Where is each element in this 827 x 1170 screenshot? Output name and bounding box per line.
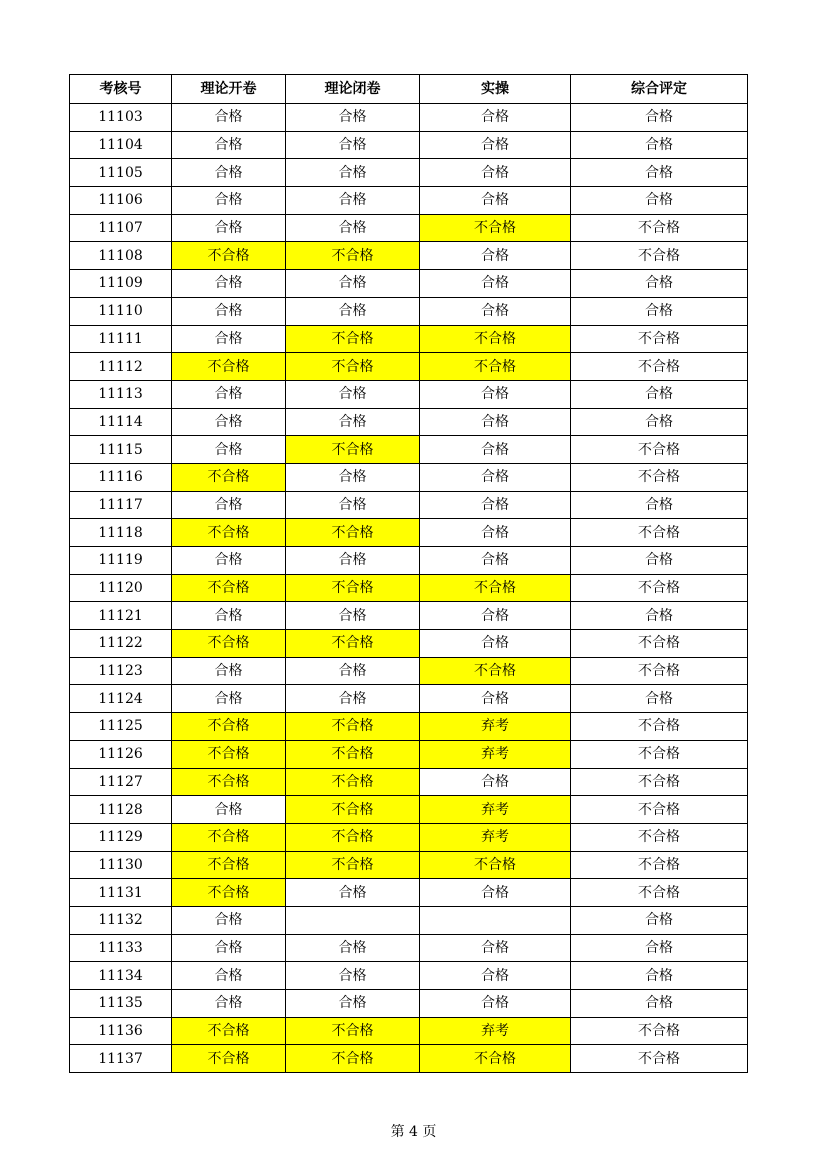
table-row: [70, 380, 748, 408]
cell-theory-open-book: 不合格: [172, 740, 286, 768]
cell-practical: 不合格: [420, 851, 571, 879]
cell-practical: 合格: [420, 159, 571, 187]
table-row: [70, 851, 748, 879]
cell-theory-closed-book: 合格: [286, 187, 420, 215]
table-row: [70, 491, 748, 519]
cell-exam-id: 11121: [70, 602, 172, 630]
cell-practical: 不合格: [420, 353, 571, 381]
cell-theory-open-book: 不合格: [172, 630, 286, 658]
cell-theory-open-book: 合格: [172, 962, 286, 990]
table-row: [70, 1045, 748, 1073]
cell-exam-id: 11129: [70, 823, 172, 851]
cell-theory-closed-book: 合格: [286, 657, 420, 685]
cell-theory-open-book: 不合格: [172, 768, 286, 796]
cell-overall-rating: 不合格: [571, 851, 748, 879]
cell-theory-closed-book: 合格: [286, 159, 420, 187]
table-row: [70, 214, 748, 242]
table-row: [70, 408, 748, 436]
cell-theory-closed-book: 不合格: [286, 630, 420, 658]
cell-theory-closed-book: 不合格: [286, 1045, 420, 1073]
cell-overall-rating: 合格: [571, 104, 748, 132]
cell-theory-open-book: 不合格: [172, 242, 286, 270]
cell-exam-id: 11127: [70, 768, 172, 796]
cell-exam-id: 11122: [70, 630, 172, 658]
cell-theory-open-book: 合格: [172, 657, 286, 685]
cell-theory-closed-book: 不合格: [286, 242, 420, 270]
cell-overall-rating: 合格: [571, 906, 748, 934]
cell-overall-rating: 不合格: [571, 353, 748, 381]
cell-overall-rating: 合格: [571, 934, 748, 962]
table-row: [70, 879, 748, 907]
cell-theory-open-book: 不合格: [172, 1045, 286, 1073]
cell-practical: 合格: [420, 934, 571, 962]
table-row: [70, 630, 748, 658]
cell-practical: 弃考: [420, 713, 571, 741]
cell-theory-closed-book: 不合格: [286, 823, 420, 851]
table-body: [70, 104, 748, 1073]
cell-practical: 弃考: [420, 823, 571, 851]
cell-exam-id: 11124: [70, 685, 172, 713]
cell-practical: 合格: [420, 491, 571, 519]
cell-exam-id: 11111: [70, 325, 172, 353]
table-row: [70, 796, 748, 824]
cell-practical: 合格: [420, 602, 571, 630]
cell-practical: 不合格: [420, 214, 571, 242]
table-row: [70, 574, 748, 602]
cell-theory-open-book: 不合格: [172, 713, 286, 741]
cell-overall-rating: 不合格: [571, 713, 748, 741]
cell-theory-closed-book: 合格: [286, 214, 420, 242]
table-row: [70, 519, 748, 547]
cell-practical: 合格: [420, 879, 571, 907]
cell-theory-closed-book: 合格: [286, 962, 420, 990]
table-row: [70, 685, 748, 713]
cell-theory-closed-book: 不合格: [286, 436, 420, 464]
cell-theory-open-book: 合格: [172, 906, 286, 934]
cell-overall-rating: 合格: [571, 270, 748, 298]
cell-overall-rating: 合格: [571, 990, 748, 1018]
cell-practical: 合格: [420, 685, 571, 713]
table-row: [70, 768, 748, 796]
table-row: [70, 325, 748, 353]
cell-theory-open-book: 合格: [172, 270, 286, 298]
cell-overall-rating: 不合格: [571, 325, 748, 353]
cell-theory-closed-book: 合格: [286, 491, 420, 519]
table-row: [70, 242, 748, 270]
cell-theory-open-book: 合格: [172, 685, 286, 713]
cell-practical: 不合格: [420, 657, 571, 685]
cell-exam-id: 11137: [70, 1045, 172, 1073]
cell-theory-closed-book: 合格: [286, 408, 420, 436]
cell-theory-closed-book: 合格: [286, 934, 420, 962]
cell-exam-id: 11106: [70, 187, 172, 215]
cell-theory-open-book: 不合格: [172, 463, 286, 491]
cell-exam-id: 11104: [70, 131, 172, 159]
cell-overall-rating: 合格: [571, 380, 748, 408]
cell-exam-id: 11103: [70, 104, 172, 132]
cell-overall-rating: 不合格: [571, 796, 748, 824]
cell-theory-open-book: 合格: [172, 187, 286, 215]
cell-overall-rating: 不合格: [571, 879, 748, 907]
cell-theory-open-book: 合格: [172, 491, 286, 519]
cell-overall-rating: 合格: [571, 602, 748, 630]
cell-theory-open-book: 不合格: [172, 823, 286, 851]
table-header-row: [70, 75, 748, 104]
cell-theory-open-book: 合格: [172, 934, 286, 962]
page-number: 第 4 页: [390, 1124, 437, 1140]
cell-exam-id: 11131: [70, 879, 172, 907]
cell-theory-open-book: 不合格: [172, 519, 286, 547]
cell-theory-closed-book: 不合格: [286, 768, 420, 796]
table-row: [70, 934, 748, 962]
table-row: [70, 990, 748, 1018]
cell-theory-closed-book: 不合格: [286, 851, 420, 879]
cell-practical: 合格: [420, 962, 571, 990]
table-row: [70, 270, 748, 298]
cell-exam-id: 11132: [70, 906, 172, 934]
cell-practical: 弃考: [420, 1017, 571, 1045]
cell-overall-rating: 不合格: [571, 740, 748, 768]
cell-exam-id: 11113: [70, 380, 172, 408]
table-row: [70, 353, 748, 381]
cell-practical: 合格: [420, 436, 571, 464]
cell-exam-id: 11116: [70, 463, 172, 491]
cell-overall-rating: 不合格: [571, 823, 748, 851]
cell-overall-rating: 不合格: [571, 1017, 748, 1045]
cell-practical: 合格: [420, 990, 571, 1018]
cell-overall-rating: 合格: [571, 297, 748, 325]
cell-exam-id: 11115: [70, 436, 172, 464]
cell-theory-closed-book: 不合格: [286, 325, 420, 353]
cell-exam-id: 11118: [70, 519, 172, 547]
cell-practical: 合格: [420, 131, 571, 159]
cell-theory-closed-book: 不合格: [286, 353, 420, 381]
cell-theory-closed-book: 合格: [286, 990, 420, 1018]
cell-theory-open-book: 不合格: [172, 851, 286, 879]
cell-practical: 弃考: [420, 796, 571, 824]
table-row: [70, 159, 748, 187]
cell-theory-open-book: 合格: [172, 380, 286, 408]
cell-practical: 不合格: [420, 325, 571, 353]
cell-overall-rating: 合格: [571, 187, 748, 215]
table-row: [70, 436, 748, 464]
cell-theory-open-book: 不合格: [172, 353, 286, 381]
cell-theory-closed-book: 不合格: [286, 1017, 420, 1045]
cell-exam-id: 11117: [70, 491, 172, 519]
cell-theory-open-book: 合格: [172, 408, 286, 436]
cell-overall-rating: 合格: [571, 159, 748, 187]
cell-theory-closed-book: 合格: [286, 463, 420, 491]
cell-exam-id: 11112: [70, 353, 172, 381]
cell-practical: 合格: [420, 242, 571, 270]
cell-theory-closed-book: 合格: [286, 297, 420, 325]
cell-overall-rating: 不合格: [571, 768, 748, 796]
cell-theory-closed-book: 不合格: [286, 519, 420, 547]
cell-overall-rating: 合格: [571, 685, 748, 713]
table-row: [70, 463, 748, 491]
cell-theory-closed-book: 合格: [286, 685, 420, 713]
cell-theory-open-book: 合格: [172, 796, 286, 824]
cell-overall-rating: 不合格: [571, 214, 748, 242]
cell-practical: [420, 906, 571, 934]
cell-theory-open-book: 合格: [172, 990, 286, 1018]
table-row: [70, 906, 748, 934]
cell-exam-id: 11133: [70, 934, 172, 962]
column-header-practical: 实操: [420, 75, 571, 104]
cell-exam-id: 11110: [70, 297, 172, 325]
cell-exam-id: 11135: [70, 990, 172, 1018]
cell-exam-id: 11130: [70, 851, 172, 879]
cell-exam-id: 11105: [70, 159, 172, 187]
table-row: [70, 297, 748, 325]
cell-theory-open-book: 不合格: [172, 574, 286, 602]
cell-theory-closed-book: 合格: [286, 104, 420, 132]
cell-theory-open-book: 不合格: [172, 1017, 286, 1045]
results-table: [69, 74, 748, 1073]
cell-theory-closed-book: 不合格: [286, 574, 420, 602]
cell-practical: 不合格: [420, 1045, 571, 1073]
table-row: [70, 104, 748, 132]
cell-practical: 合格: [420, 380, 571, 408]
cell-practical: 不合格: [420, 574, 571, 602]
cell-theory-closed-book: 合格: [286, 547, 420, 575]
cell-practical: 合格: [420, 768, 571, 796]
cell-theory-open-book: 合格: [172, 297, 286, 325]
column-header-theory-open-book: 理论开卷: [172, 75, 286, 104]
cell-theory-open-book: 合格: [172, 325, 286, 353]
cell-overall-rating: 不合格: [571, 574, 748, 602]
cell-overall-rating: 不合格: [571, 657, 748, 685]
cell-theory-closed-book: [286, 906, 420, 934]
cell-exam-id: 11120: [70, 574, 172, 602]
cell-overall-rating: 不合格: [571, 436, 748, 464]
table-row: [70, 1017, 748, 1045]
cell-theory-open-book: 合格: [172, 131, 286, 159]
column-header-overall-rating: 综合评定: [571, 75, 748, 104]
cell-exam-id: 11107: [70, 214, 172, 242]
cell-theory-open-book: 合格: [172, 159, 286, 187]
cell-exam-id: 11119: [70, 547, 172, 575]
cell-exam-id: 11109: [70, 270, 172, 298]
cell-overall-rating: 不合格: [571, 630, 748, 658]
cell-overall-rating: 不合格: [571, 519, 748, 547]
table-row: [70, 547, 748, 575]
cell-theory-closed-book: 不合格: [286, 796, 420, 824]
table-row: [70, 187, 748, 215]
cell-exam-id: 11108: [70, 242, 172, 270]
cell-theory-open-book: 合格: [172, 214, 286, 242]
cell-exam-id: 11128: [70, 796, 172, 824]
cell-exam-id: 11114: [70, 408, 172, 436]
table-row: [70, 713, 748, 741]
cell-practical: 合格: [420, 297, 571, 325]
cell-overall-rating: 合格: [571, 131, 748, 159]
cell-practical: 合格: [420, 187, 571, 215]
table-row: [70, 740, 748, 768]
table-row: [70, 131, 748, 159]
cell-theory-closed-book: 合格: [286, 879, 420, 907]
cell-overall-rating: 不合格: [571, 1045, 748, 1073]
cell-exam-id: 11125: [70, 713, 172, 741]
table-row: [70, 657, 748, 685]
cell-theory-closed-book: 合格: [286, 602, 420, 630]
cell-exam-id: 11123: [70, 657, 172, 685]
column-header-theory-closed-book: 理论闭卷: [286, 75, 420, 104]
cell-exam-id: 11126: [70, 740, 172, 768]
cell-practical: 合格: [420, 630, 571, 658]
cell-practical: 合格: [420, 270, 571, 298]
table-row: [70, 602, 748, 630]
cell-theory-closed-book: 合格: [286, 270, 420, 298]
cell-overall-rating: 合格: [571, 408, 748, 436]
cell-theory-open-book: 合格: [172, 602, 286, 630]
cell-theory-closed-book: 合格: [286, 131, 420, 159]
cell-theory-closed-book: 不合格: [286, 740, 420, 768]
cell-theory-open-book: 不合格: [172, 879, 286, 907]
cell-overall-rating: 合格: [571, 547, 748, 575]
table-row: [70, 962, 748, 990]
cell-practical: 合格: [420, 519, 571, 547]
cell-exam-id: 11136: [70, 1017, 172, 1045]
cell-overall-rating: 合格: [571, 962, 748, 990]
cell-practical: 合格: [420, 547, 571, 575]
cell-overall-rating: 不合格: [571, 463, 748, 491]
cell-theory-open-book: 合格: [172, 547, 286, 575]
cell-theory-open-book: 合格: [172, 104, 286, 132]
cell-practical: 合格: [420, 408, 571, 436]
cell-theory-closed-book: 合格: [286, 380, 420, 408]
column-header-exam-id: 考核号: [70, 75, 172, 104]
cell-overall-rating: 合格: [571, 491, 748, 519]
cell-practical: 合格: [420, 463, 571, 491]
cell-practical: 合格: [420, 104, 571, 132]
cell-theory-open-book: 合格: [172, 436, 286, 464]
cell-theory-closed-book: 不合格: [286, 713, 420, 741]
cell-overall-rating: 不合格: [571, 242, 748, 270]
cell-exam-id: 11134: [70, 962, 172, 990]
cell-practical: 弃考: [420, 740, 571, 768]
table-row: [70, 823, 748, 851]
